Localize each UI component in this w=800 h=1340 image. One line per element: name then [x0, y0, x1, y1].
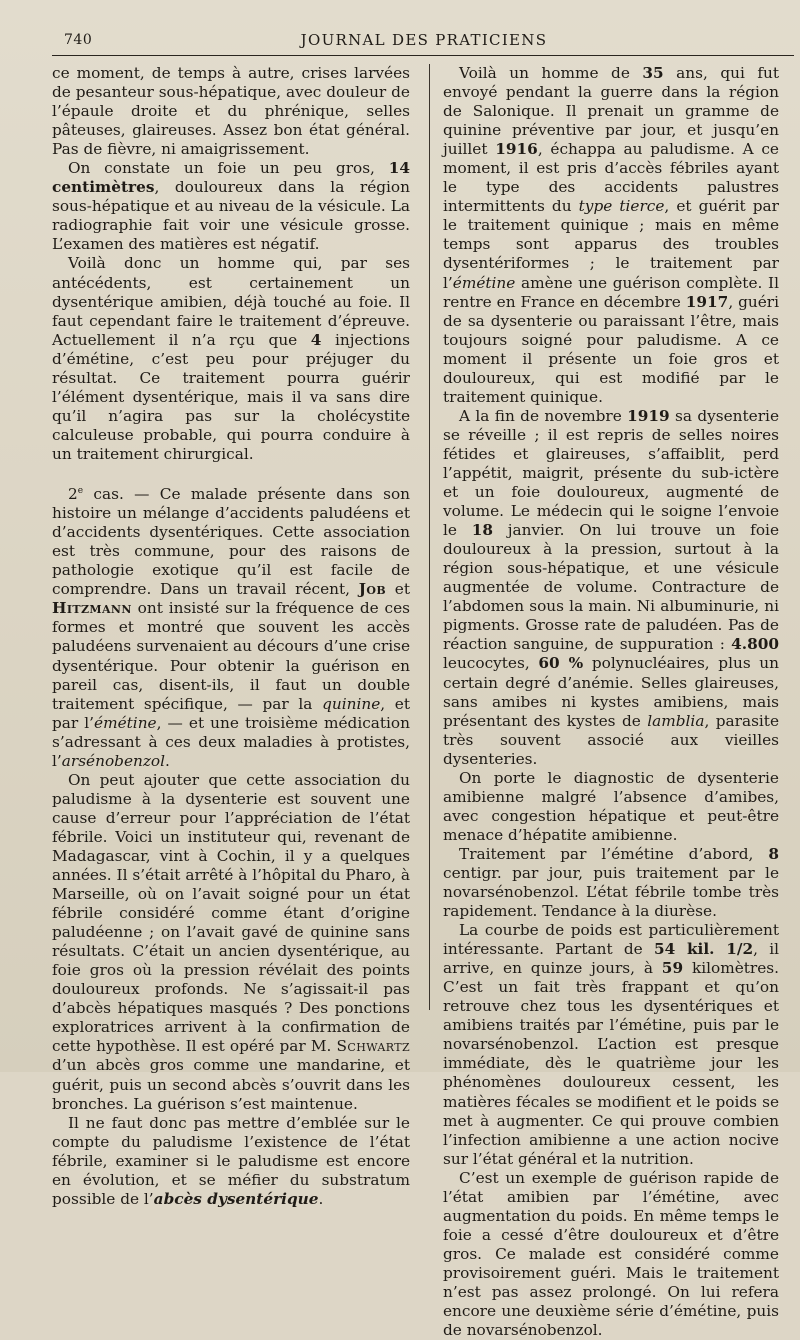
column-divider — [429, 64, 430, 1010]
text-run: cas. — Ce malade présente dans son histoire un mélange d’accidents paludéens et d’accidents dysentériques. Cette association est très commune, pour des raisons de pathologie exotique qu’il est facile de comprendre. Dans un travail récent, — [52, 485, 410, 599]
text-run: , et par l’ — [52, 694, 410, 732]
text-run: amène une guérison complète. Il rentre en France en décembre — [443, 273, 779, 311]
paragraph-right-4 — [443, 845, 779, 921]
text-run: polynucléaires, plus un certain degré d’anémie. Selles glaireuses, sans amibes ni kystes amibiens, mais présentant des kystes de — [443, 654, 779, 730]
text-run: et — [386, 580, 410, 599]
text-run: On peut ajouter que cette association du paludisme à la dysenterie est souvent une cause d’erreur pour l’appréciation de l’état fébrile. Voici un instituteur qui, revenant de Madagascar, vint à Cochin, il y a quelques années. Il s’était arrêté à l’hôpital du Pharo, à Marseille, où on l’avait soigné pour un état fébrile considéré comme étant d’origine paludéenne ; on l’avait gavé de quinine sans résultats. C’était un ancien dysentérique, au foie gros où la pression révélait des points douloureux profonds. Ne s’agissait-il pas d’abcès hépatiques masqués ? Des ponctions exploratrices arrivent à la confirmation de cette hypothèse. Il est opéré par M. — [52, 770, 410, 1056]
bold-number: 18 — [471, 521, 493, 540]
paragraph-right-5 — [443, 921, 779, 1169]
bold-number: 59 — [661, 959, 684, 978]
bold-number: 1916 — [495, 140, 538, 159]
text-run: , douloureux dans la région sous-hépatique et au niveau de la vésicule. La radiographie fait voir une vésicule grosse. L’examen des matières est négatif. — [52, 178, 410, 254]
text-run: janvier. On lui trouve un foie douloureux à la pression, surtout à la région sous-hépatique, et une vésicule augmentée de volume. Contracture de l’abdomen sous la main. Ni albuminurie, ni pigments. Grosse rate de paludéen. Pas de réaction sanguine, de suppuration : — [443, 521, 779, 654]
text-run: , — et une troisième médication s’adressant à ces deux maladies à protistes, l’ — [52, 713, 410, 770]
paragraph-right-6 — [443, 1169, 779, 1340]
bold-number: 4.800 — [731, 635, 779, 654]
text-run: ans, qui fut envoyé pendant la guerre dans la région de Salonique. Il prenait un gramme de quinine préventive par jour, et jusqu’en juillet — [443, 64, 780, 159]
author-name: Job — [358, 580, 387, 599]
italic-term: émétine — [94, 713, 157, 732]
text-run: sa dysenterie se réveille ; il est repris de selles noires fétides et glaireuses, s’affaiblit, perd l’appétit, maigrit, présente du sub-ictère et un foie douloureux, augmenté de volume. Le médecin qui le soigne l’envoie le — [443, 406, 779, 540]
text-run: On constate un foie un peu gros, — [68, 159, 389, 178]
author-name: Hitzmann — [52, 599, 132, 618]
text-run: leucocytes, — [443, 654, 539, 673]
text-run: , guéri de sa dysenterie ou paraissant l’être, mais toujours soigné pour paludisme. A ce moment il présente un foie gros et douloureux, qui est modifié par le traitement quinique. — [443, 292, 779, 406]
bold-number: 14 centimètres — [52, 159, 410, 197]
text-run: , et guérit par le traitement quinique ; mais en même temps sont apparus des troubles dysentériformes ; le traitement par l’ — [443, 197, 779, 292]
text-run: d’un abcès gros comme une mandarine, et guérit, puis un second abcès s’ouvrit dans les bronches. La guérison s’est maintenue. — [52, 1056, 410, 1113]
text-run: Voilà un homme de — [459, 64, 643, 82]
case-number: 2 — [68, 485, 78, 504]
paragraph-left-1 — [52, 64, 410, 159]
text-run: , échappa au paludisme. A ce moment, il est pris d’accès fébriles ayant le type des accidents palustres intermittents du — [443, 140, 779, 216]
author-name: Schwartz — [336, 1037, 410, 1056]
bold-number: 8 — [768, 844, 779, 863]
bold-number: 1917 — [685, 292, 729, 311]
case-ordinal: e — [77, 485, 84, 496]
paragraph-left-4-case-2 — [52, 482, 410, 771]
left-column — [52, 64, 410, 1209]
paragraph-left-6 — [52, 1114, 410, 1209]
page-number: 740 — [64, 32, 93, 48]
text-run: ce moment, de temps à autre, crises larvées de pesanteur sous-hépatique, avec douleur de l’épaule droite et du phrénique, selles pâteuses, glaireuses. Assez bon état général. Pas de fièvre, ni amaigrissement. — [52, 64, 410, 159]
text-run: injections d’émétine, c’est peu pour préjuger du résultat. Ce traitement pourra guérir l’élément dysentérique, mais il va sans dire qu’il n’agira pas sur la cholécystite calculeuse probable, qui pourra conduire à un traitement chirurgical. — [52, 330, 411, 463]
text-run: A la fin de novembre — [459, 406, 628, 425]
page-header — [58, 28, 790, 52]
paragraph-left-3 — [52, 254, 410, 464]
text-run: C’est un exemple de guérison rapide de l’état amibien par l’émétine, avec augmentation du poids. En même temps le foie a cessé d’être douloureux et d’être gros. Ce malade est considéré comme provisoirement guéri. Mais le traitement n’est pas assez prolongé. On lui refera encore une deuxième série d’émétine, puis de novarsénobenzol. — [443, 1168, 779, 1340]
paragraph-left-2 — [52, 159, 410, 254]
italic-term: arsénobenzol — [61, 751, 166, 770]
text-run: kilomètres. C’est un fait très frappant et qu’on retrouve chez tous les dysentériques et amibiens traités par l’émétine, puis par le novarsénobenzol. L’action est presque immédiate, dès le quatrième jour les phénomènes douloureux cessent, les matières fécales se modifient et le poids se met à augmenter. Ce qui prouve combien l’infection amibienne a une action nocive sur l’état général et la nutrition. — [443, 959, 779, 1168]
bold-number: 1919 — [627, 406, 670, 425]
text-run: . — [318, 1189, 324, 1208]
italic-term: type tierce — [578, 197, 665, 216]
text-run: centigr. par jour, puis traitement par le novarsénobenzol. L’état fébrile tombe très rapidement. Tendance à la diurèse. — [443, 863, 779, 921]
section-gap — [52, 464, 410, 482]
text-run: . — [165, 751, 170, 770]
paragraph-right-2 — [443, 407, 779, 769]
text-run: Traitement par l’émétine d’abord, — [459, 844, 769, 863]
text-run: ont insisté sur la fréquence de ces formes et montré que souvent les accès paludéens survenaient au décours d’une crise dysentérique. Pour obtenir la guérison en pareil cas, disent-ils, il faut un double traitement spécifique, — par la — [52, 599, 410, 713]
italic-term: émétine — [452, 273, 516, 292]
bold-number: 54 kil. 1/2 — [653, 940, 754, 959]
text-run: On porte le diagnostic de dysenterie amibienne malgré l’absence d’amibes, avec congestion hépatique et peut-être menace d’hépatite amibienne. — [443, 768, 779, 844]
journal-title: JOURNAL DES PRATICIENS — [300, 31, 548, 49]
text-run: Voilà donc un homme qui, par ses antécédents, est certainement un dysentérique amibien, déjà touché au foie. Il faut cependant faire le traitement d’épreuve. Actuellement il n’a rçu que — [52, 254, 410, 349]
paragraph-right-3 — [443, 769, 779, 845]
text-run: , il arrive, en quinze jours, à — [443, 940, 779, 978]
bold-number: 35 — [642, 64, 664, 82]
paragraph-right-1 — [443, 64, 779, 407]
header-rule — [52, 55, 794, 56]
italic-term: quinine — [322, 694, 381, 713]
text-run: La courbe de poids est particulièrement intéressante. Partant de — [443, 921, 779, 959]
italic-term: lamblia — [647, 711, 705, 730]
italic-term: abcès dysentérique — [153, 1189, 319, 1208]
right-column — [443, 64, 779, 1340]
text-run: Il ne faut donc pas mettre d’emblée sur le compte du paludisme l’existence de l’état fébrile, examiner si le paludisme est encore en évolution, et se méfier du substratum possible de l’ — [52, 1113, 410, 1208]
text-run: , parasite très souvent associé aux vieilles dysenteries. — [443, 711, 780, 768]
bold-number: 60 % — [538, 654, 584, 673]
paragraph-left-5 — [52, 771, 410, 1114]
bold-number: 4 — [310, 330, 322, 349]
